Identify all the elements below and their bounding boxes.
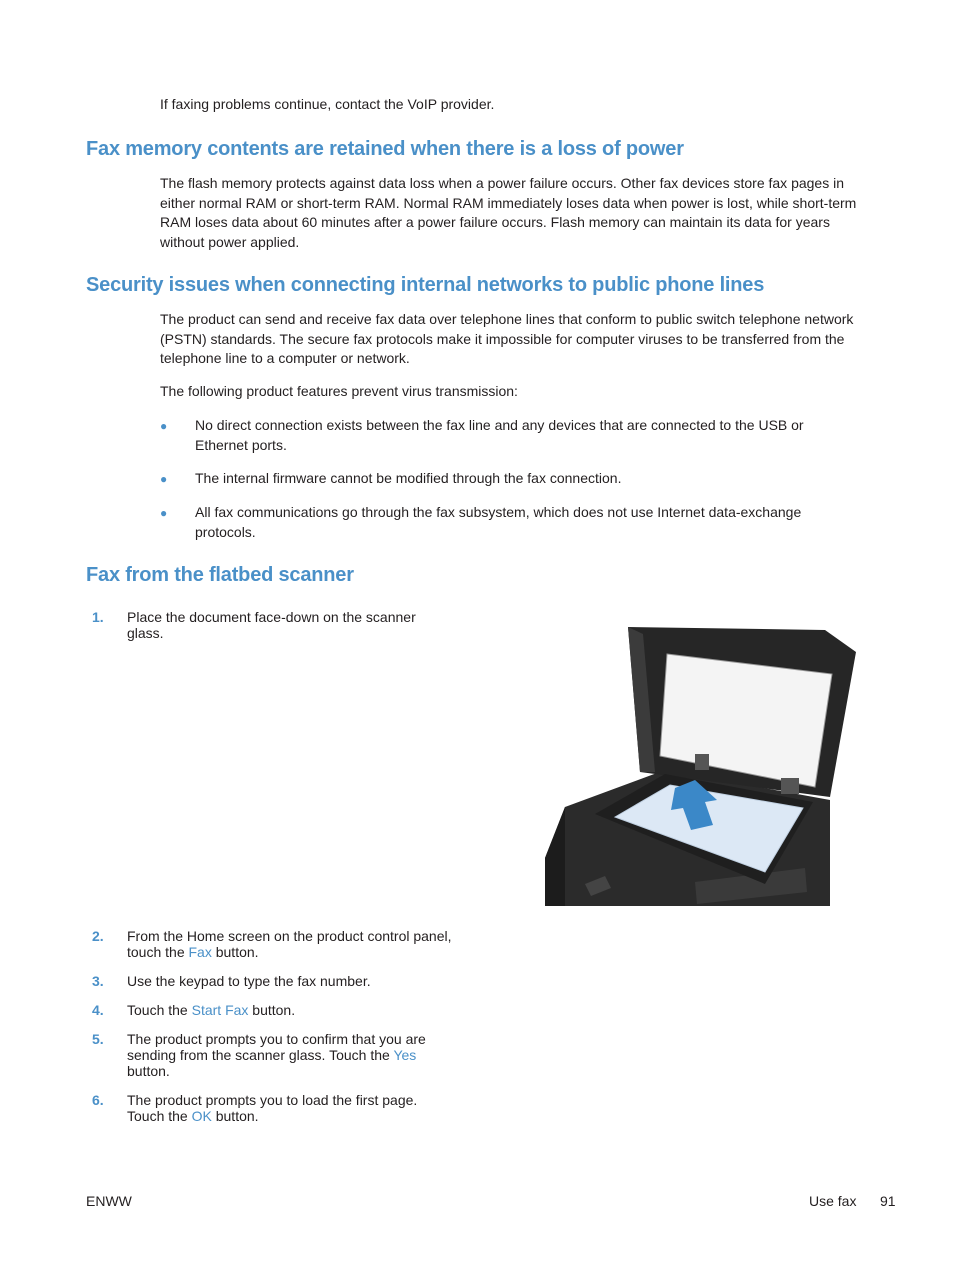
security-lead-in: The following product features prevent virus transmission: (160, 383, 518, 399)
step-text: From the Home screen on the product control panel, touch the Fax button. (127, 928, 452, 960)
page-number: 91 (880, 1193, 896, 1209)
scanner-illustration (545, 622, 860, 906)
step-number: 2. (92, 928, 104, 944)
step-number: 3. (92, 973, 104, 989)
ui-reference-yes: Yes (393, 1047, 417, 1063)
step-text: Place the document face-down on the scanner glass. (127, 609, 416, 641)
security-paragraph: The product can send and receive fax data over telephone lines that conform to public switch telephone network (PSTN) standards. The secure fax protocols make it impossible for computer viruses to be transferred from the telephone line to a computer or network. (160, 311, 854, 366)
step-number: 1. (92, 609, 104, 625)
step-text: The product prompts you to confirm that you are sending from the scanner glass. Touch the Yes button. (127, 1031, 426, 1079)
scanner-body-side (545, 807, 565, 906)
step-number: 4. (92, 1002, 104, 1018)
intro-text: If faxing problems continue, contact the VoIP provider. (160, 96, 495, 112)
scanner-latch (781, 778, 799, 794)
section-heading-flatbed: Fax from the flatbed scanner (86, 564, 354, 586)
bullet-item: All fax communications go through the fax subsystem, which does not use Internet data-exchange protocols. (195, 504, 802, 540)
step-number: 6. (92, 1092, 104, 1108)
ui-reference-ok: OK (191, 1108, 212, 1124)
memory-paragraph: The flash memory protects against data loss when a power failure occurs. Other fax devices store fax pages in either normal RAM or short-term RAM. Normal RAM immediately loses data when power is lost, while short-term RAM loses data about 60 minutes after a power failure occurs. Flash memory can maintain its data for years without power applied. (160, 175, 857, 250)
bullet-item: The internal firmware cannot be modified through the fax connection. (195, 470, 622, 486)
step-text: The product prompts you to load the first page. Touch the OK button. (127, 1092, 418, 1124)
bullet-icon: ● (160, 506, 168, 520)
scanner-latch (695, 754, 709, 770)
step-text: Touch the Start Fax button. (127, 1002, 296, 1018)
bullet-icon: ● (160, 419, 168, 433)
ui-reference-start-fax: Start Fax (191, 1002, 249, 1018)
section-heading-security: Security issues when connecting internal networks to public phone lines (86, 274, 765, 296)
section-heading-memory: Fax memory contents are retained when there is a loss of power (86, 138, 684, 160)
bullet-item: No direct connection exists between the fax line and any devices that are connected to the USB or Ethernet ports. (195, 417, 804, 453)
step-text: Use the keypad to type the fax number. (127, 973, 371, 989)
bullet-icon: ● (160, 472, 168, 486)
ui-reference-fax: Fax (188, 944, 212, 960)
footer-section-name: Use fax (809, 1193, 857, 1209)
step-number: 5. (92, 1031, 104, 1047)
footer-left: ENWW (86, 1193, 132, 1209)
